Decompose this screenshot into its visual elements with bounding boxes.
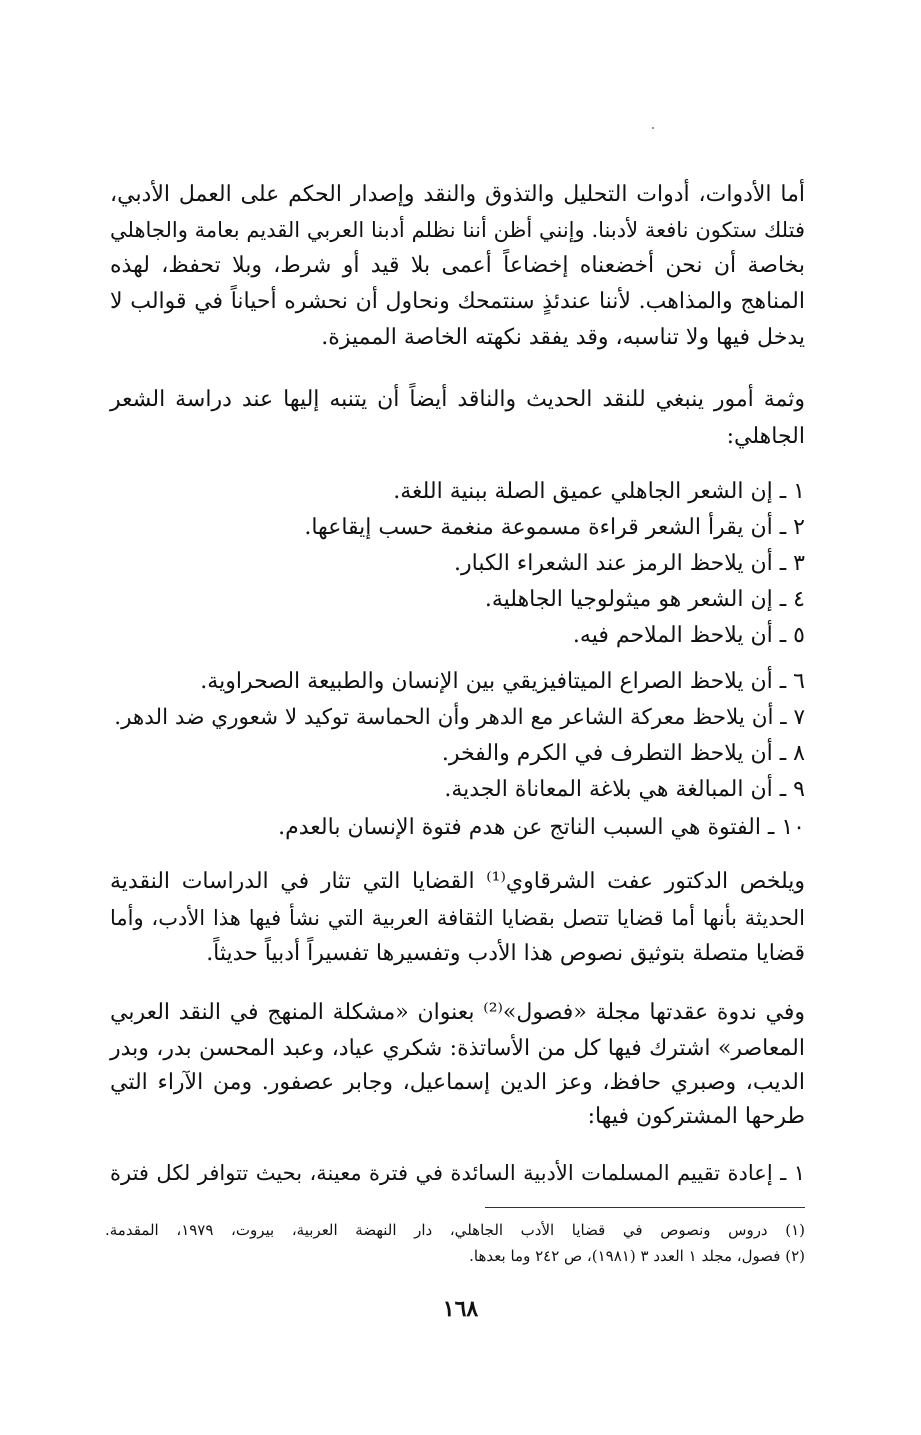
paragraph-line: فتلك ستكون نافعة لأدبنا. وإنني أظن أننا نظلم أدبنا العربي القديم بعامة والجاهلي: [110, 218, 805, 242]
paragraph-line: الديب، وصبري حافظ، وعز الدين إسماعيل، وجابر عصفور. ومن الآراء التي: [110, 1070, 805, 1095]
paragraph-line: ويلخص الدكتور عفت الشرقاوي⁽¹⁾ القضايا التي تثار في الدراسات النقدية: [110, 869, 805, 894]
paragraph-line: يدخل فيها ولا تناسبه، وقد يفقد نكهته الخاصة المميزة.: [321, 325, 805, 350]
paragraph-line: المناهج والمذاهب. لأننا عندئذٍ سنتمحك ونحاول أن نحشره أحياناً في قوالب لا: [110, 289, 805, 314]
list-item: ٣ ـ أن يلاحظ الرمز عند الشعراء الكبار.: [454, 551, 805, 576]
paragraph-line: قضايا متصلة بتوثيق نصوص هذا الأدب وتفسيرها تفسيراً أدبياً حديثاً.: [206, 941, 805, 966]
list-item: ١٠ ـ الفتوة هي السبب الناتج عن هدم فتوة الإنسان بالعدم.: [278, 815, 805, 840]
paragraph-line: ١ ـ إعادة تقييم المسلمات الأدبية السائدة في فترة معينة، بحيث تتوافر لكل فترة: [110, 1161, 805, 1185]
list-item: ٢ ـ أن يقرأ الشعر قراءة مسموعة منغمة حسب إيقاعها.: [304, 515, 805, 540]
list-item: ٦ ـ أن يلاحظ الصراع الميتافيزيقي بين الإنسان والطبيعة الصحراوية.: [200, 669, 805, 694]
paragraph-line: الحديثة بأنها أما قضايا تتصل بقضايا الثقافة العربية التي نشأ فيها هذا الأدب، وأما: [110, 906, 805, 930]
list-item: ١ ـ إن الشعر الجاهلي عميق الصلة ببنية اللغة.: [393, 479, 805, 504]
list-item: ٥ ـ أن يلاحظ الملاحم فيه.: [572, 623, 805, 648]
paragraph-line: طرحها المشتركون فيها:: [587, 1104, 805, 1129]
list-item: ٤ ـ إن الشعر هو ميثولوجيا الجاهلية.: [484, 587, 805, 612]
paragraph-line: الجاهلي:: [726, 424, 805, 449]
list-item: ٩ ـ أن المبالغة هي بلاغة المعاناة الجدية.: [444, 777, 805, 802]
paragraph-line: أما الأدوات، أدوات التحليل والتذوق والنقد وإصدار الحكم على العمل الأدبي،: [110, 182, 805, 207]
footnote-separator: [485, 1207, 805, 1208]
list-item: ٧ ـ أن يلاحظ معركة الشاعر مع الدهر وأن الحماسة توكيد لا شعوري ضد الدهر.: [114, 705, 805, 730]
paragraph-line: وفي ندوة عقدتها مجلة «فصول»⁽²⁾ بعنوان «مشكلة المنهج في النقد العربي: [110, 1000, 806, 1025]
paragraph-line: المعاصر» اشترك فيها كل من الأساتذة: شكري عياد، وعبد المحسن بدر، وبدر: [110, 1036, 805, 1061]
footnote: (٢) فصول، مجلد ١ العدد ٣ (١٩٨١)، ص ٢٤٢ وما بعدها.: [469, 1247, 805, 1265]
scan-speck: [652, 127, 654, 129]
footnote: (١) دروس ونصوص في قضايا الأدب الجاهلي، دار النهضة العربية، بيروت، ١٩٧٩، المقدمة.: [105, 1221, 806, 1239]
page-number: ١٦٨: [442, 1296, 479, 1322]
paragraph-line: وثمة أمور ينبغي للنقد الحديث والناقد أيضاً أن يتنبه إليها عند دراسة الشعر: [110, 387, 805, 412]
paragraph-line: بخاصة أن نحن أخضعناه إخضاعاً أعمى بلا قيد أو شرط، وبلا تحفظ، لهذه: [110, 253, 805, 278]
list-item: ٨ ـ أن يلاحظ التطرف في الكرم والفخر.: [441, 741, 805, 766]
